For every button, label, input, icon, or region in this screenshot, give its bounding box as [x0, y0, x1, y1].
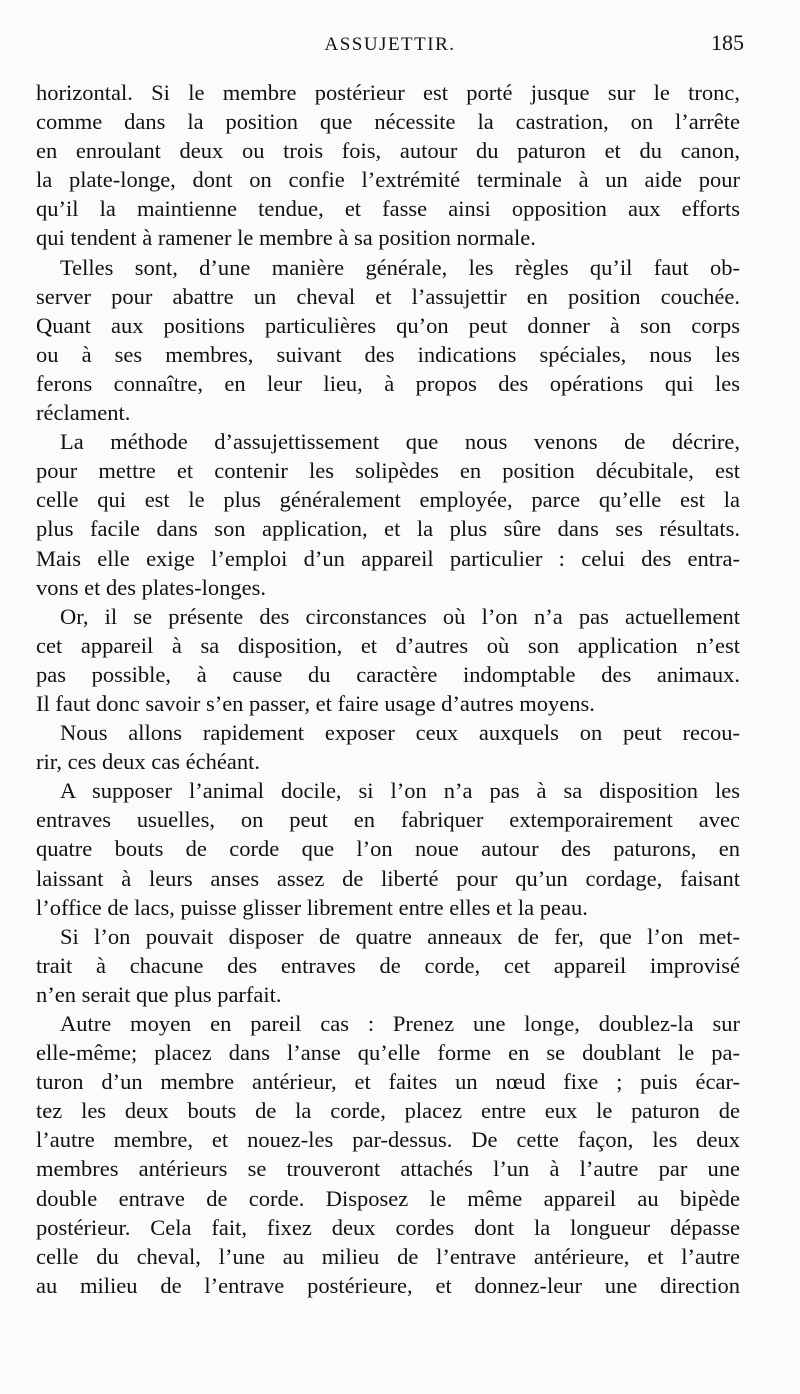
text-line: en enroulant deux ou trois fois, autour du paturon et du canon, [36, 138, 740, 164]
text-line: plus facile dans son application, et la plus sûre dans ses résultats. [36, 516, 740, 542]
text-line: postérieur. Cela fait, fixez deux cordes dont la longueur dépasse [36, 1214, 740, 1240]
text-line: horizontal. Si le membre postérieur est porté jusque sur le tronc, [36, 80, 740, 105]
text-line: double entrave de corde. Disposez le même appareil au bipède [36, 1185, 740, 1211]
text-line: pour mettre et contenir les solipèdes en position décubitale, est [36, 458, 740, 484]
text-line: tez les deux bouts de la corde, placez entre eux le paturon de [36, 1098, 740, 1124]
text-line: A supposer l’animal docile, si l’on n’a pas à sa disposition les [60, 778, 740, 804]
text-line: Telles sont, d’une manière générale, les règles qu’il faut ob- [60, 254, 740, 280]
text-line: Or, il se présente des circonstances où l’on n’a pas actuellement [60, 603, 740, 629]
text-line: quatre bouts de corde que l’on noue autour des paturons, en [36, 836, 740, 862]
text-line: membres antérieurs se trouveront attachés l’un à l’autre par une [36, 1156, 740, 1182]
text-line: Quant aux positions particulières qu’on peut donner à son corps [36, 312, 740, 338]
text-line: au milieu de l’entrave postérieure, et donnez-leur une direction [36, 1272, 740, 1298]
text-line: ou à ses membres, suivant des indications spéciales, nous les [36, 341, 740, 367]
text-line: server pour abattre un cheval et l’assujettir en position couchée. [36, 283, 740, 309]
text-line: la plate-longe, dont on confie l’extrémité terminale à un aide pour [36, 167, 740, 193]
text-line: turon d’un membre antérieur, et faites un nœud fixe ; puis écar- [36, 1069, 740, 1095]
text-line: laissant à leurs anses assez de liberté pour qu’un cordage, faisant [36, 865, 740, 891]
text-line: elle-même; placez dans l’anse qu’elle forme en se doublant le pa- [36, 1040, 740, 1066]
page-number: 185 [711, 30, 744, 55]
text-line: ferons connaître, en leur lieu, à propos des opérations qui les [36, 370, 740, 396]
text-line: rir, ces deux cas échéant. [36, 749, 260, 775]
text-line: entraves usuelles, on peut en fabriquer extemporairement avec [36, 807, 740, 833]
text-line: La méthode d’assujettissement que nous venons de décrire, [60, 429, 740, 455]
body-text [36, 78, 740, 1300]
text-line: Nous allons rapidement exposer ceux auxquels on peut recou- [60, 720, 740, 746]
text-line: trait à chacune des entraves de corde, cet appareil improvisé [36, 952, 740, 978]
text-line: cet appareil à sa disposition, et d’autres où son application n’est [36, 632, 740, 658]
text-line: celle du cheval, l’une au milieu de l’entrave antérieure, et l’autre [36, 1243, 740, 1269]
running-title: ASSUJETTIR. [324, 34, 456, 55]
text-line: n’en serait que plus parfait. [36, 981, 282, 1007]
text-line: Mais elle exige l’emploi d’un appareil particulier : celui des entra- [36, 545, 740, 571]
text-line: l’office de lacs, puisse glisser librement entre elles et la peau. [36, 894, 588, 920]
text-line: Il faut donc savoir s’en passer, et faire usage d’autres moyens. [36, 690, 595, 716]
text-line: qu’il la maintienne tendue, et fasse ainsi opposition aux efforts [36, 196, 740, 222]
page-header [36, 30, 744, 64]
text-line: vons et des plates-longes. [36, 574, 266, 600]
text-line: l’autre membre, et nouez-les par-dessus. De cette façon, les deux [36, 1127, 740, 1153]
text-line: pas possible, à cause du caractère indomptable des animaux. [36, 661, 740, 687]
text-line: qui tendent à ramener le membre à sa position normale. [36, 225, 536, 251]
text-line: Si l’on pouvait disposer de quatre anneaux de fer, que l’on met- [60, 923, 740, 949]
text-line: comme dans la position que nécessite la castration, on l’arrête [36, 109, 740, 135]
text-line: réclament. [36, 400, 131, 426]
text-line: celle qui est le plus généralement employée, parce qu’elle est la [36, 487, 740, 513]
text-line: Autre moyen en pareil cas : Prenez une longe, doublez-la sur [60, 1011, 740, 1036]
